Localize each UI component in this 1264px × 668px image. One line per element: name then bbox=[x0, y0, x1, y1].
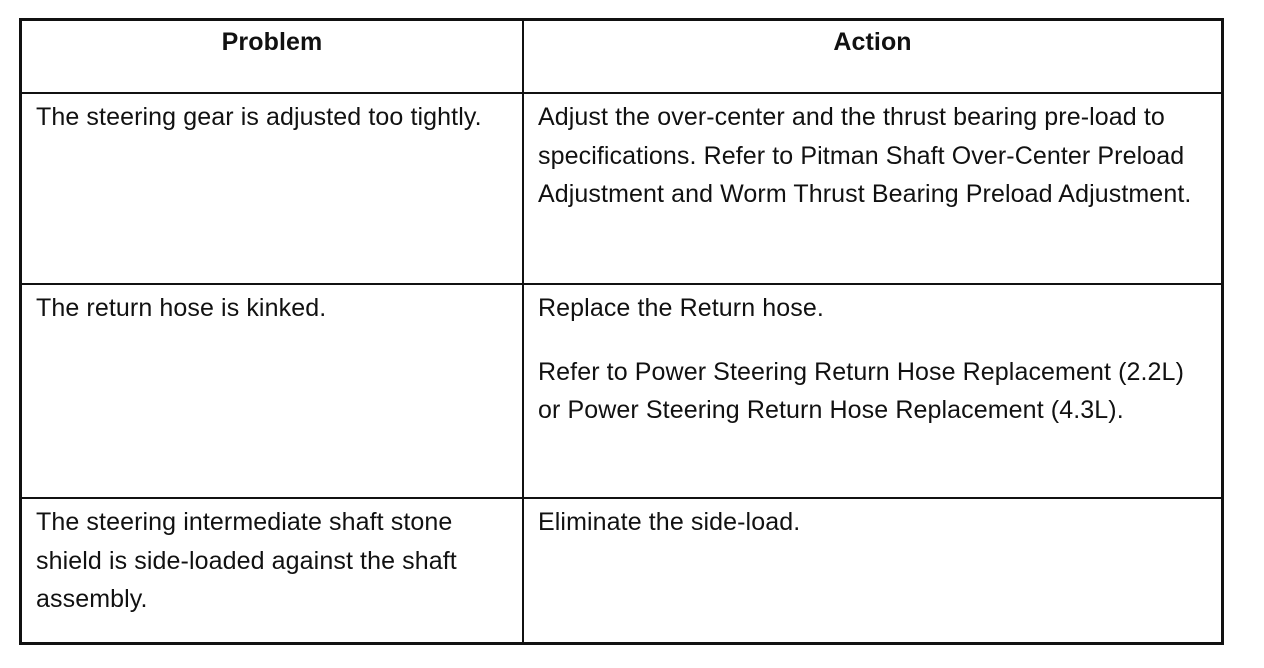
action-paragraph: Refer to Power Steering Return Hose Replacement (2.2L) or Power Steering Return Hose Replacement (4.3L). bbox=[538, 357, 1184, 424]
problem-column-header: Problem bbox=[22, 21, 524, 94]
action-cell-2 bbox=[524, 285, 1221, 499]
action-paragraph: Eliminate the side-load. bbox=[538, 508, 801, 536]
problem-cell-3: The steering intermediate shaft stone shield is side-loaded against the shaft assembly. bbox=[22, 499, 524, 642]
problem-cell-1: The steering gear is adjusted too tightly. bbox=[22, 94, 524, 285]
action-paragraph: Replace the Return hose. bbox=[538, 294, 824, 322]
action-paragraph: Adjust the over-center and the thrust bearing pre-load to specifications. Refer to Pitman Shaft Over-Center Preload Adjustment and Worm Thrust Bearing Preload Adjustment. bbox=[538, 103, 1192, 208]
troubleshooting-table bbox=[19, 18, 1224, 645]
action-column-header: Action bbox=[524, 21, 1221, 94]
action-cell-1 bbox=[524, 94, 1221, 285]
problem-cell-2: The return hose is kinked. bbox=[22, 285, 524, 499]
action-cell-3 bbox=[524, 499, 1221, 642]
